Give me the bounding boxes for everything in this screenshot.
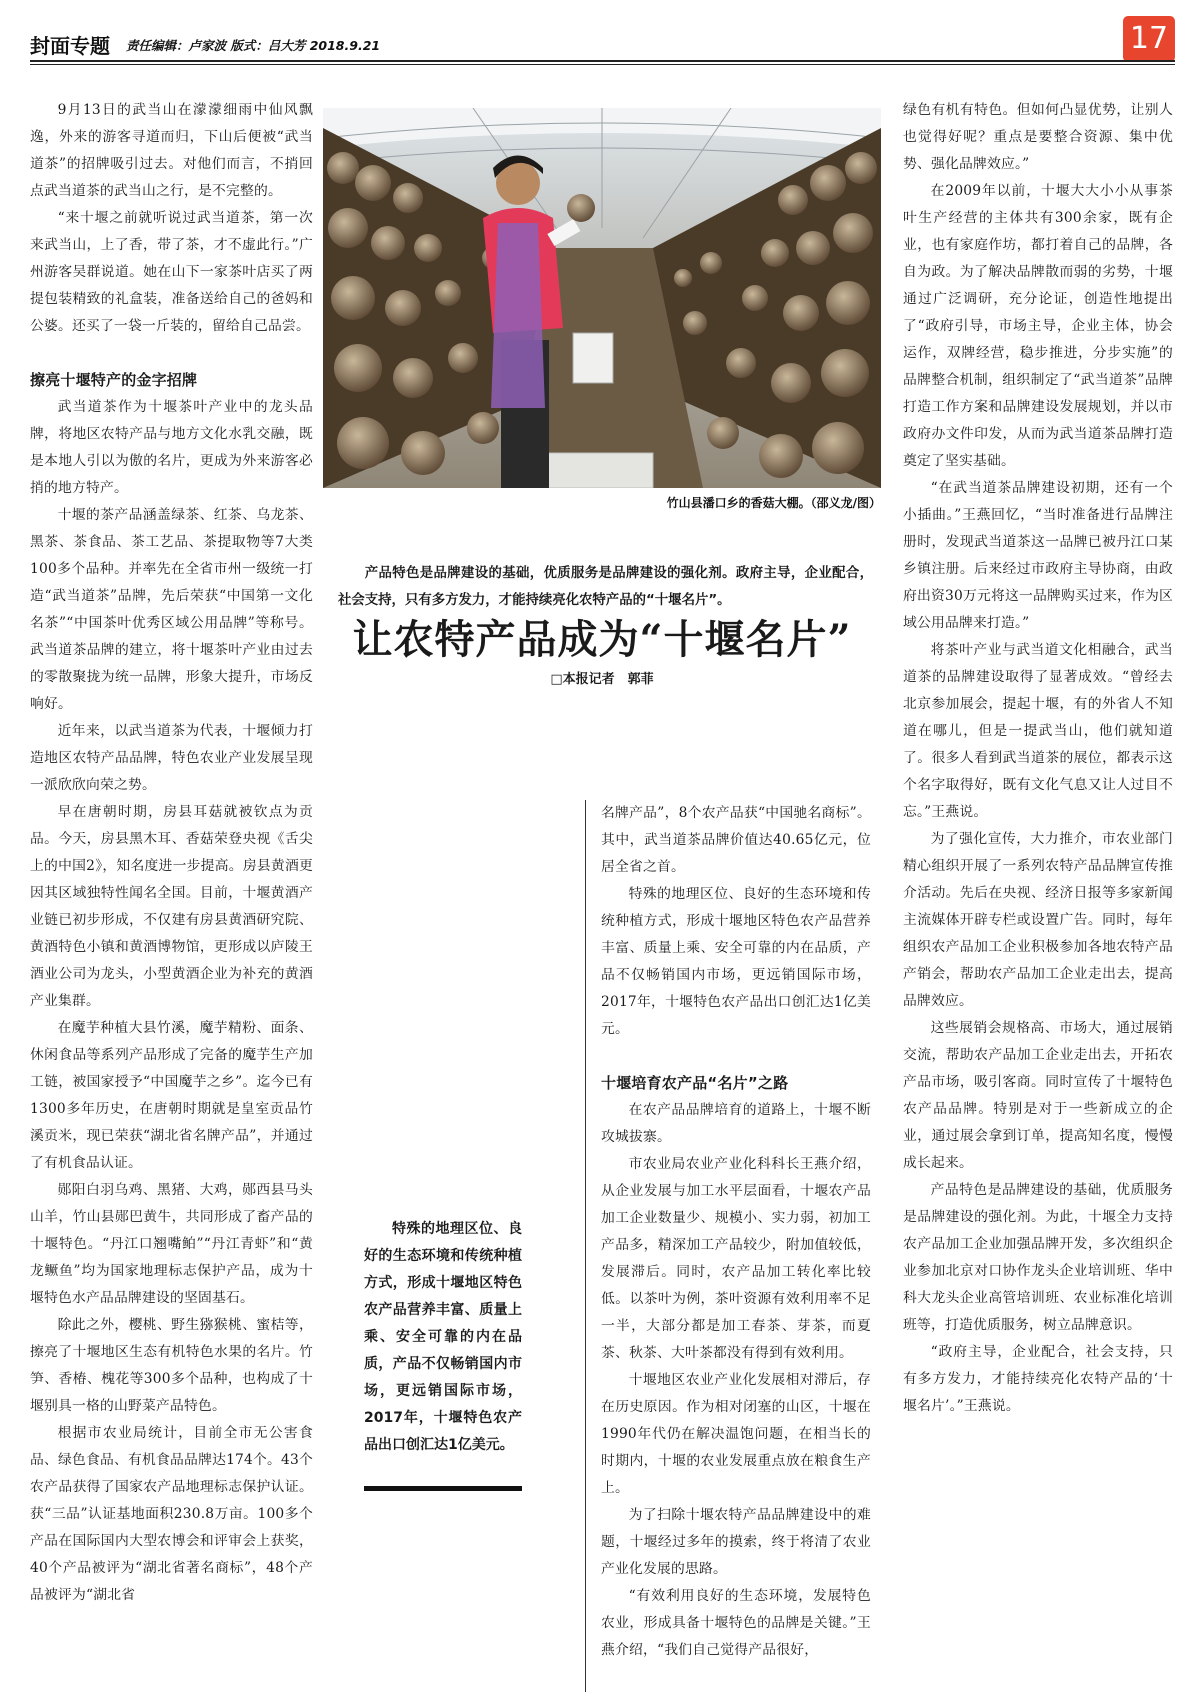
paragraph: 为了强化宣传，大力推介，市农业部门精心组织开展了一系列农特产品品牌宣传推介活动。先后在央视、经济日报等多家新闻主流媒体开辟专栏或设置广告。同时，每年组织农产品加工企业积极参加各地农特产品产销会，帮助农产品加工企业走出去，提高品牌效应。 — [903, 831, 1173, 1009]
article-headline: 让农特产品成为“十堰名片” — [352, 616, 852, 663]
photo-caption: 竹山县潘口乡的香菇大棚。（邵义龙/图） — [666, 496, 881, 510]
paragraph: 武当道茶作为十堰茶叶产业中的龙头品牌，将地区农特产品与地方文化水乳交融，既是本地人引以为傲的名片，更成为外来游客必捎的地方特产。 — [30, 399, 313, 496]
paragraph: 名牌产品”，8个农产品获“中国驰名商标”。其中，武当道茶品牌价值达40.65亿元，位居全省之首。 — [601, 805, 871, 875]
article-column-1 — [30, 97, 313, 1692]
pull-quote-rule — [364, 1486, 522, 1491]
article-byline: □本报记者 郭菲 — [550, 672, 654, 687]
section-title: 封面专题 — [30, 34, 110, 58]
paragraph: 产品特色是品牌建设的基础，优质服务是品牌建设的强化剂。为此，十堰全力支持农产品加工企业加强品牌开发，多次组织企业参加北京对口协作龙头企业培训班、华中科大龙头企业高管培训班、农业标准化培训班等，打造优质服务，树立品牌意识。 — [903, 1182, 1173, 1333]
paragraph: 根据市农业局统计，目前全市无公害食品、绿色食品、有机食品品牌达174个。43个农产品获得了国家农产品地理标志保护认证。获“三品”认证基地面积230.8万亩。100多个产品在国际国内大型农博会和评审会上获奖，40个产品被评为“湖北省著名商标”，48个产品被评为“湖北省 — [30, 1425, 313, 1603]
paragraph: 将茶叶产业与武当道文化相融合，武当道茶的品牌建设取得了显著成效。“曾经去北京参加展会，提起十堰，有的外省人不知道在哪儿，但是一提武当山，他们就知道了。很多人看到武当道茶的展位，都表示这个名字取得好，既有文化气息又让人过目不忘。”王燕说。 — [903, 642, 1173, 820]
paragraph: 市农业局农业产业化科科长王燕介绍，从企业发展与加工水平层面看，十堰农产品加工企业数量少、规模小、实力弱，初加工产品多，精深加工产品较少，附加值较低，发展滞后。同时，农产品加工转化率比较低。以茶叶为例，茶叶资源有效利用率不足一半，大部分都是加工春茶、芽茶，而夏茶、秋茶、大叶茶都没有得到有效利用。 — [601, 1156, 871, 1361]
paragraph: 早在唐朝时期，房县耳菇就被钦点为贡品。今天，房县黑木耳、香菇荣登央视《舌尖上的中国2》，知名度进一步提高。房县黄酒更因其区域独特性闻名全国。目前，十堰黄酒产业链已初步形成，不仅建有房县黄酒研究院、黄酒特色小镇和黄酒博物馆，更形成以庐陵王酒业公司为龙头，小型黄酒企业为补充的黄酒产业集群。 — [30, 804, 313, 1009]
page-header — [30, 21, 1175, 62]
paragraph: 在2009年以前，十堰大大小小从事茶叶生产经营的主体共有300余家，既有企业，也有家庭作坊，都打着自己的品牌，各自为政。为了解决品牌散而弱的劣势，十堰通过广泛调研，充分论证，创造性地提出了“政府引导，市场主导，企业主体，协会运作，双牌经营，稳步推进，分步实施”的品牌整合机制，组织制定了“武当道茶”品牌打造工作方案和品牌建设发展规划，并以市政府办文件印发，从而为武当道茶品牌打造奠定了坚实基础。 — [903, 183, 1173, 469]
paragraph: “有效利用良好的生态环境，发展特色农业，形成具备十堰特色的品牌是关键。”王燕介绍，“我们自己觉得产品很好， — [601, 1588, 871, 1658]
article-lede: 产品特色是品牌建设的基础，优质服务是品牌建设的强化剂。政府主导，企业配合，社会支持，只有多方发力，才能持续亮化农特产品的“十堰名片”。 — [338, 566, 873, 608]
paragraph: 十堰的茶产品涵盖绿茶、红茶、乌龙茶、黑茶、茶食品、茶工艺品、茶提取物等7大类100多个品种。并率先在全省市州一级统一打造“武当道茶”品牌，先后荣获“中国第一文化名茶”“中国茶叶优秀区域公用品牌”等称号。武当道茶品牌的建立，将十堰茶叶产业由过去的零散聚拢为统一品牌，形象大提升，市场反响好。 — [30, 507, 313, 712]
editor-credits: 责任编辑：卢家波 版式：吕大芳 2018.9.21 — [126, 38, 381, 53]
paragraph: 特殊的地理区位、良好的生态环境和传统种植方式，形成十堰地区特色农产品营养丰富、质量上乘、安全可靠的内在品质，产品不仅畅销国内市场，更远销国际市场，2017年，十堰特色农产品出口创汇达1亿美元。 — [601, 886, 871, 1037]
column-divider — [585, 800, 586, 1692]
article-column-3 — [601, 800, 871, 1692]
section-heading: 十堰培育农产品“名片”之路 — [601, 1074, 789, 1092]
paragraph: 郧阳白羽乌鸡、黑猪、大鸡，郧西县马头山羊，竹山县郧巴黄牛，共同形成了畜产品的十堰特色。“丹江口翘嘴鲌”“丹江青虾”和“黄龙鳜鱼”均为国家地理标志保护产品，成为十堰特色水产品品牌建设的坚固基石。 — [30, 1182, 313, 1306]
section-heading: 擦亮十堰特产的金字招牌 — [30, 371, 198, 389]
paragraph: 在魔芋种植大县竹溪，魔芋精粉、面条、休闲食品等系列产品形成了完备的魔芋生产加工链，被国家授予“中国魔芋之乡”。迄今已有1300多年历史，在唐朝时期就是皇室贡品竹溪贡米，现已荣获“湖北省名牌产品”，并通过了有机食品认证。 — [30, 1020, 313, 1171]
mushroom-greenhouse-photo — [323, 108, 881, 488]
page-number-badge: 17 — [1123, 16, 1175, 62]
paragraph: “来十堰之前就听说过武当道茶，第一次来武当山，上了香，带了茶，才不虚此行。”广州游客吴群说道。她在山下一家茶叶店买了两提包装精致的礼盒装，准备送给自己的爸妈和公婆。还买了一袋一斤装的，留给自己品尝。 — [30, 210, 313, 334]
paragraph: 十堰地区农业产业化发展相对滞后，存在历史原因。作为相对闭塞的山区，十堰在1990年代仍在解决温饱问题，在相当长的时期内，十堰的农业发展重点放在粮食生产上。 — [601, 1372, 871, 1496]
pull-quote-text: 特殊的地理区位、良好的生态环境和传统种植方式，形成十堰地区特色农产品营养丰富、质量上乘、安全可靠的内在品质，产品不仅畅销国内市场，更远销国际市场，2017年，十堰特色农产品出口创汇达1亿美元。 — [364, 1221, 522, 1453]
header-rule-thin — [30, 64, 1175, 65]
paragraph: 绿色有机有特色。但如何凸显优势，让别人也觉得好呢？重点是要整合资源、集中优势、强化品牌效应。” — [903, 102, 1173, 172]
paragraph: 9月13日的武当山在濛濛细雨中仙风飘逸，外来的游客寻道而归，下山后便被“武当道茶”的招牌吸引过去。对他们而言，不捎回点武当道茶的武当山之行，是不完整的。 — [30, 102, 313, 199]
paragraph: 除此之外，樱桃、野生猕猴桃、蜜桔等，擦亮了十堰地区生态有机特色水果的名片。竹笋、香椿、槐花等300多个品种，也构成了十堰别具一格的山野菜产品特色。 — [30, 1317, 313, 1414]
article-column-4 — [903, 97, 1173, 1692]
paragraph: “在武当道茶品牌建设初期，还有一个小插曲。”王燕回忆，“当时准备进行品牌注册时，发现武当道茶这一品牌已被丹江口某乡镇注册。后来经过市政府主导协商，由政府出资30万元将这一品牌购买过来，作为区域公用品牌来打造。” — [903, 480, 1173, 631]
pull-quote — [364, 1216, 522, 1459]
paragraph: 这些展销会规格高、市场大，通过展销交流，帮助农产品加工企业走出去，开拓农产品市场，吸引客商。同时宣传了十堰特色农产品品牌。特别是对于一些新成立的企业，通过展会拿到订单，提高知名度，慢慢成长起来。 — [903, 1020, 1173, 1171]
paragraph: 在农产品品牌培育的道路上，十堰不断攻城拔寨。 — [601, 1102, 871, 1145]
header-rule — [30, 60, 1175, 62]
paragraph: “政府主导，企业配合，社会支持，只有多方发力，才能持续亮化农特产品的‘十堰名片’。”王燕说。 — [903, 1344, 1173, 1414]
paragraph: 为了扫除十堰农特产品品牌建设中的难题，十堰经过多年的摸索，终于将清了农业产业化发展的思路。 — [601, 1507, 871, 1577]
paragraph: 近年来，以武当道茶为代表，十堰倾力打造地区农特产品品牌，特色农业产业发展呈现一派欣欣向荣之势。 — [30, 723, 313, 793]
